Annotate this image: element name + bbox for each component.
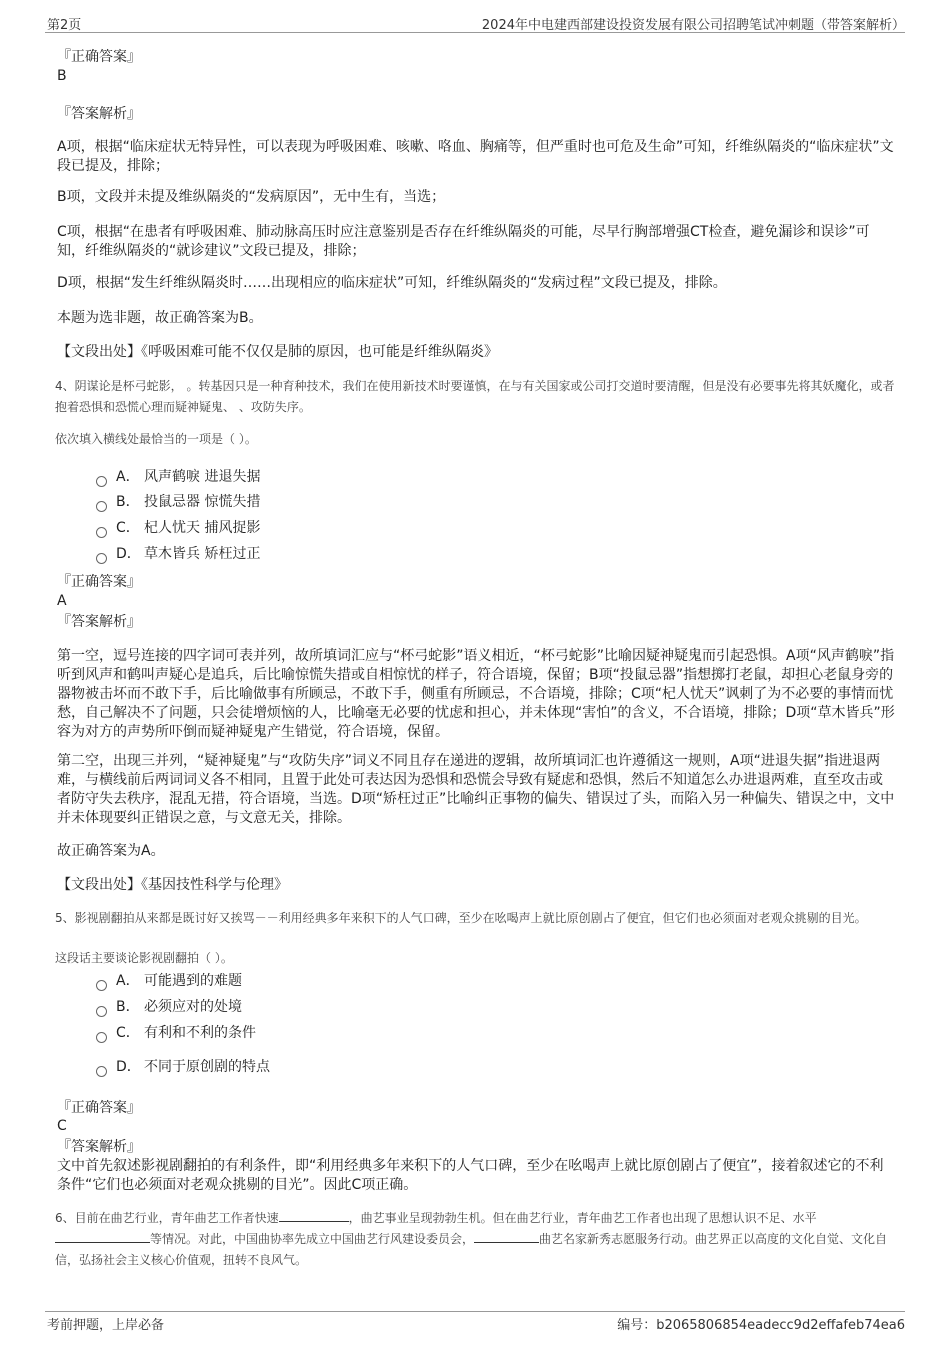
q4-conclusion: 故正确答案为A。 — [57, 843, 165, 859]
radio-icon[interactable] — [96, 1006, 107, 1017]
q4-option-a[interactable]: A． 风声鹤唳 进退失据 — [96, 467, 260, 487]
radio-icon[interactable] — [96, 1066, 107, 1077]
q5-analysis: 文中首先叙述影视剧翻拍的有利条件，即“利用经典多年来积下的人气口碑，至少在吆喝声上就比原创剧占了便宜”，接着叙述它的不利条件“它们也必须面对老观众挑剔的目光”。因此C项正确。 — [57, 1158, 884, 1193]
q3-answer-label: 『正确答案』 — [57, 49, 141, 65]
q5-answer: C — [57, 1118, 67, 1134]
footer-divider — [45, 1311, 905, 1312]
header-divider — [45, 32, 905, 33]
q3-analysis-a: A项，根据“临床症状无特异性，可以表现为呼吸困难、咳嗽、咯血、胸痛等，但严重时也可危及生命”可知，纤维纵隔炎的“临床症状”文段已提及，排除； — [57, 139, 894, 174]
q5-option-a[interactable]: A． 可能遇到的难题 — [96, 971, 242, 991]
q6-stem: 6、目前在曲艺行业，青年曲艺工作者快速 ，曲艺事业呈现勃勃生机。但在曲艺行业，青年曲艺工作者也出现了思想认识不足、水平等情况。对此，中国曲协率先成立中国曲艺行风建设委员会， 曲艺名家新秀志愿服务行动。曲艺界正以高度的文化自觉、文化自信，弘扬社会主义核心价值观，扭转不良风气。 — [55, 1211, 888, 1267]
q4-analysis-2: 第二空，出现三并列，“疑神疑鬼”与“攻防失序”词义不同且存在递进的逻辑，故所填词汇也许遵循这一规则，A项“进退失据”指进退两难，与横线前后两词词义各不相同，且置于此处可表达因为恐惧和恐慌会导致有疑虑和恐惧，然后不知道怎么办进退两难，直至攻击或者防守失去秩序，混乱无措，符合语境，当选。D项“矫枉过正”比喻纠正事物的偏失、错误过了头，而陷入另一种偏失、错误之中，文中并未体现要纠正错误之意，与文意无关，排除。 — [57, 753, 895, 826]
q4-option-c[interactable]: C． 杞人忧天 捕风捉影 — [96, 518, 260, 538]
q5-option-b[interactable]: B． 必须应对的处境 — [96, 997, 242, 1017]
q4-answer: A — [57, 593, 67, 609]
document-id: 编号：b2065806854eadecc9d2effafeb74ea6 — [617, 1318, 905, 1333]
q4-instruction: 依次填入横线处最恰当的一项是（ ）。 — [55, 432, 257, 446]
q4-analysis-label: 『答案解析』 — [57, 614, 141, 630]
q4-answer-label: 『正确答案』 — [57, 574, 141, 590]
q5-option-c[interactable]: C． 有利和不利的条件 — [96, 1023, 256, 1043]
radio-icon[interactable] — [96, 476, 107, 487]
radio-icon[interactable] — [96, 501, 107, 512]
q3-answer: B — [57, 68, 67, 84]
q4-stem: 4、阴谋论是杯弓蛇影， 。转基因只是一种育种技术，我们在使用新技术时要谨慎，在与有关国家或公司打交道时要清醒，但是没有必要事先将其妖魔化，或者抱着恐惧和恐慌心理而疑神疑鬼、 、攻防失序。 — [55, 379, 895, 414]
answer-blank[interactable] — [55, 1230, 150, 1243]
q3-analysis-b: B项，文段并未提及维纵隔炎的“发病原因”，无中生有，当选； — [57, 189, 446, 205]
footer-slogan: 考前押题，上岸必备 — [47, 1318, 165, 1333]
q4-option-b[interactable]: B． 投鼠忌器 惊慌失措 — [96, 492, 260, 512]
q5-analysis-label: 『答案解析』 — [57, 1139, 141, 1155]
q5-option-d[interactable]: D． 不同于原创剧的特点 — [96, 1057, 270, 1077]
q3-analysis-c: C项，根据“在患者有呼吸困难、肺动脉高压时应注意鉴别是否存在纤维纵隔炎的可能，尽早行胸部增强CT检查，避免漏诊和误诊”可知，纤维纵隔炎的“就诊建议”文段已提及，排除； — [57, 224, 870, 259]
radio-icon[interactable] — [96, 553, 107, 564]
radio-icon[interactable] — [96, 980, 107, 991]
q3-source: 【文段出处】《呼吸困难可能不仅仅是肺的原因，也可能是纤维纵隔炎》 — [57, 344, 498, 360]
q3-analysis-label: 『答案解析』 — [57, 106, 141, 122]
q5-instruction: 这段话主要谈论影视剧翻拍（ ）。 — [55, 951, 233, 965]
answer-blank[interactable] — [279, 1209, 349, 1222]
q5-stem: 5、影视剧翻拍从来都是既讨好又挨骂－－利用经典多年来积下的人气口碑，至少在吆喝声上就比原创剧占了便宜，但它们也必须面对老观众挑剔的目光。 — [55, 911, 867, 925]
answer-blank[interactable] — [474, 1230, 539, 1243]
document-title: 2024年中电建西部建设投资发展有限公司招聘笔试冲刺题（带答案解析） — [481, 18, 905, 33]
q5-answer-label: 『正确答案』 — [57, 1100, 141, 1116]
q4-option-d[interactable]: D． 草木皆兵 矫枉过正 — [96, 544, 260, 564]
q4-source: 【文段出处】《基因技性科学与伦理》 — [57, 877, 288, 893]
radio-icon[interactable] — [96, 1032, 107, 1043]
q3-conclusion: 本题为选非题，故正确答案为B。 — [57, 310, 263, 326]
q4-analysis-1: 第一空，逗号连接的四字词可表并列，故所填词汇应与“杯弓蛇影”语义相近，“杯弓蛇影”比喻因疑神疑鬼而引起恐惧。A项“风声鹤唳”指听到风声和鹤叫声疑心是追兵，后比喻惊慌失措或自相惊忧的样子，符合语境，保留；B项“投鼠忌器”指想掷打老鼠，却担心老鼠身旁的器物被击坏而不敢下手，后比喻做事有所顾忌，不敢下手，侧重有所顾忌，不合语境，排除；C项“杞人忧天”讽刺了为不必要的事情而忧愁，自己解决不了问题，只会徒增烦恼的人，比喻毫无必要的忧虑和担心，并未体现“害怕”的含义，不合语境，排除；D项“草木皆兵”形容为对方的声势所吓倒而疑神疑鬼产生错觉，符合语境，保留。 — [57, 648, 895, 740]
radio-icon[interactable] — [96, 527, 107, 538]
q3-analysis-d: D项，根据“发生纤维纵隔炎时……出现相应的临床症状”可知，纤维纵隔炎的“发病过程”文段已提及，排除。 — [57, 275, 727, 291]
page-number: 第2页 — [47, 18, 82, 33]
